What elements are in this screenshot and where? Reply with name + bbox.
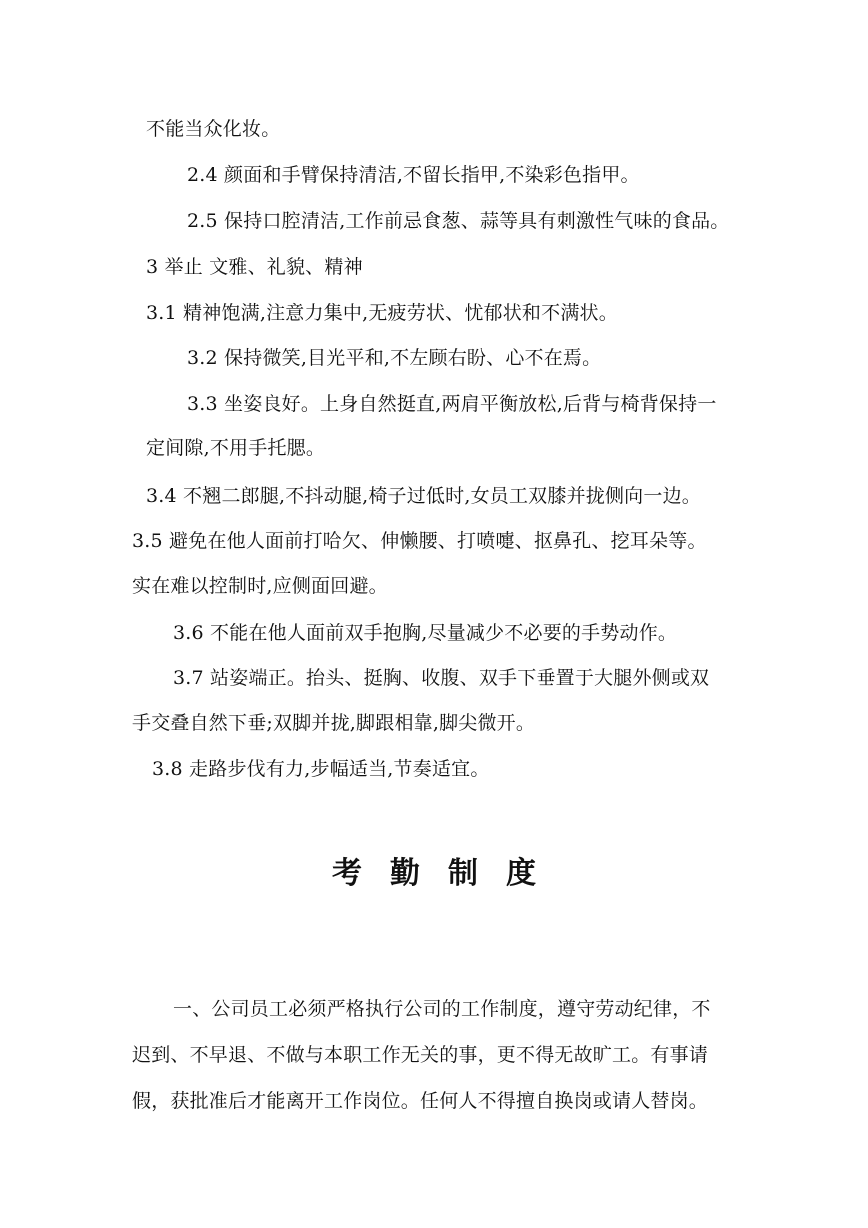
text-line-3-5-cont: 实在难以控制时,应侧面回避。 [132, 575, 388, 597]
text-line-3-8: 3.8 走路步伐有力,步幅适当,节奏适宜。 [152, 758, 490, 780]
text-line-3-7-cont: 手交叠自然下垂;双脚并拢,脚跟相靠,脚尖微开。 [132, 712, 536, 734]
text-line-1: 不能当众化妆。 [146, 118, 281, 140]
text-line-3-heading: 3 举止 文雅、礼貌、精神 [146, 256, 363, 278]
text-line-2-5: 2.5 保持口腔清洁,工作前忌食葱、蒜等具有刺激性气味的食品。 [187, 210, 730, 232]
text-line-3-3: 3.3 坐姿良好。上身自然挺直,两肩平衡放松,后背与椅背保持一 [187, 393, 717, 415]
attendance-paragraph-line-2: 迟到、不早退、不做与本职工作无关的事，更不得无故旷工。有事请 [132, 1044, 709, 1066]
attendance-paragraph-line-3: 假，获批准后才能离开工作岗位。任何人不得擅自换岗或请人替岗。 [132, 1090, 709, 1112]
text-line-3-2: 3.2 保持微笑,目光平和,不左顾右盼、心不在焉。 [187, 347, 602, 369]
text-line-3-7: 3.7 站姿端正。抬头、挺胸、收腹、双手下垂置于大腿外侧或双 [173, 667, 710, 689]
text-line-3-4: 3.4 不翘二郎腿,不抖动腿,椅子过低时,女员工双膝并拢侧向一边。 [146, 485, 701, 507]
text-line-3-1: 3.1 精神饱满,注意力集中,无疲劳状、忧郁状和不满状。 [146, 302, 618, 324]
text-line-2-4: 2.4 颜面和手臂保持清洁,不留长指甲,不染彩色指甲。 [187, 164, 640, 186]
attendance-title: 考勤制度 [332, 856, 564, 891]
attendance-paragraph-line-1: 一、公司员工必须严格执行公司的工作制度，遵守劳动纪律，不 [173, 998, 711, 1020]
text-line-3-5: 3.5 避免在他人面前打哈欠、伸懒腰、打喷嚏、抠鼻孔、挖耳朵等。 [132, 530, 707, 552]
text-line-3-3-cont: 定间隙,不用手托腮。 [146, 437, 326, 459]
text-line-3-6: 3.6 不能在他人面前双手抱胸,尽量减少不必要的手势动作。 [173, 622, 678, 644]
